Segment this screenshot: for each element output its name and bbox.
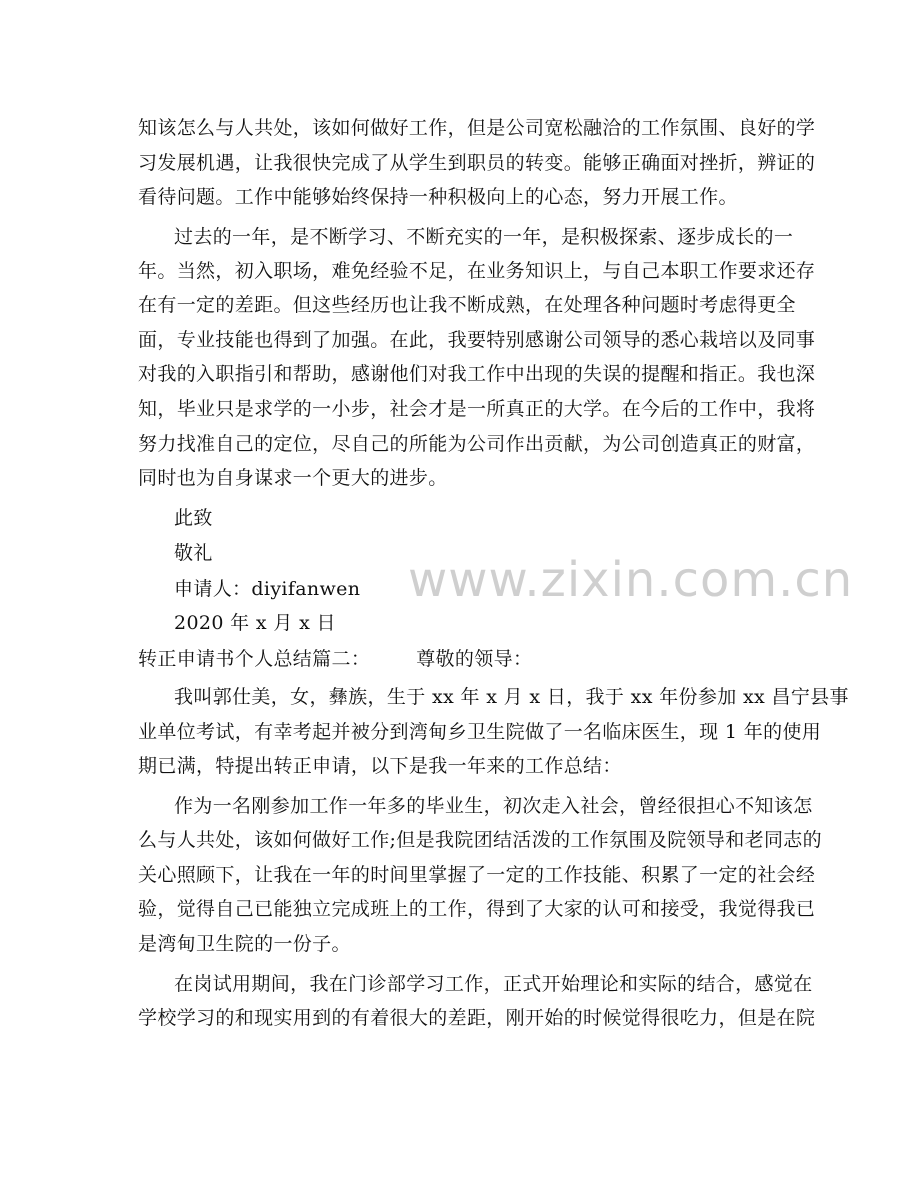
applicant-line: 申请人：diyifanwen [174, 578, 361, 600]
paragraph-line: 期已满，特提出转正申请，以下是我一年来的工作总结： [138, 755, 622, 777]
paragraph-line: 同时也为自身谋求一个更大的进步。 [138, 467, 448, 489]
paragraph-line: 作为一名刚参加工作一年多的毕业生，初次走入社会，曾经很担心不知该怎 [174, 795, 813, 817]
paragraph-line: 看待问题。工作中能够始终保持一种积极向上的心态，努力开展工作。 [138, 186, 738, 208]
paragraph-line: 我叫郭仕美，女，彝族，生于 xx 年 x 月 x 日，我于 xx 年份参加 xx 昌宁县事 [174, 686, 849, 708]
paragraph-line: 验，觉得自己已能独立完成班上的工作，得到了大家的认可和接受，我觉得我已 [138, 898, 816, 920]
paragraph-line: 知，毕业只是求学的一小步，社会才是一所真正的大学。在今后的工作中，我将 [138, 398, 816, 420]
paragraph-line: 习发展机遇，让我很快完成了从学生到职员的转变。能够正确面对挫折，辨证的 [138, 152, 816, 174]
paragraph-line: 么与人共处，该如何做好工作;但是我院团结活泼的工作氛围及院领导和老同志的 [138, 829, 823, 851]
paragraph-line: 关心照顾下，让我在一年的时间里掌握了一定的工作技能、积累了一定的社会经 [138, 864, 816, 886]
paragraph-line: 在岗试用期间，我在门诊部学习工作，正式开始理论和实际的结合，感觉在 [174, 973, 813, 995]
watermark: www.zixin.com.cn [408, 552, 854, 608]
closing-line: 此致 [174, 507, 213, 529]
paragraph-line: 面，专业技能也得到了加强。在此，我要特别感谢公司领导的悉心栽培以及同事 [138, 329, 816, 351]
paragraph-line: 对我的入职指引和帮助，感谢他们对我工作中出现的失误的提醒和指正。我也深 [138, 363, 816, 385]
closing-line: 敬礼 [174, 542, 213, 564]
date-line: 2020 年 x 月 x 日 [174, 612, 336, 634]
paragraph-line: 年。当然，初入职场，难免经验不足，在业务知识上，与自己本职工作要求还存 [138, 260, 816, 282]
paragraph-line: 是湾甸卫生院的一份子。 [138, 933, 351, 955]
paragraph-line: 知该怎么与人共处，该如何做好工作，但是公司宽松融洽的工作氛围、良好的学 [138, 117, 816, 139]
section-heading [138, 646, 532, 672]
paragraph-line: 过去的一年，是不断学习、不断充实的一年，是积极探索、逐步成长的一 [174, 226, 794, 248]
paragraph-line: 学校学习的和现实用到的有着很大的差距，刚开始的时候觉得很吃力，但是在院 [138, 1007, 816, 1029]
paragraph-line: 努力找准自己的定位，尽自己的所能为公司作出贡献，为公司创造真正的财富， [138, 433, 816, 455]
section-title: 转正申请书个人总结篇二： [138, 648, 371, 670]
paragraph-line: 在有一定的差距。但这些经历也让我不断成熟，在处理各种问题时考虑得更全 [138, 294, 796, 316]
paragraph-line: 业单位考试，有幸考起并被分到湾甸乡卫生院做了一名临床医生，现 1 年的使用 [138, 721, 822, 743]
salutation: 尊敬的领导： [416, 648, 533, 670]
